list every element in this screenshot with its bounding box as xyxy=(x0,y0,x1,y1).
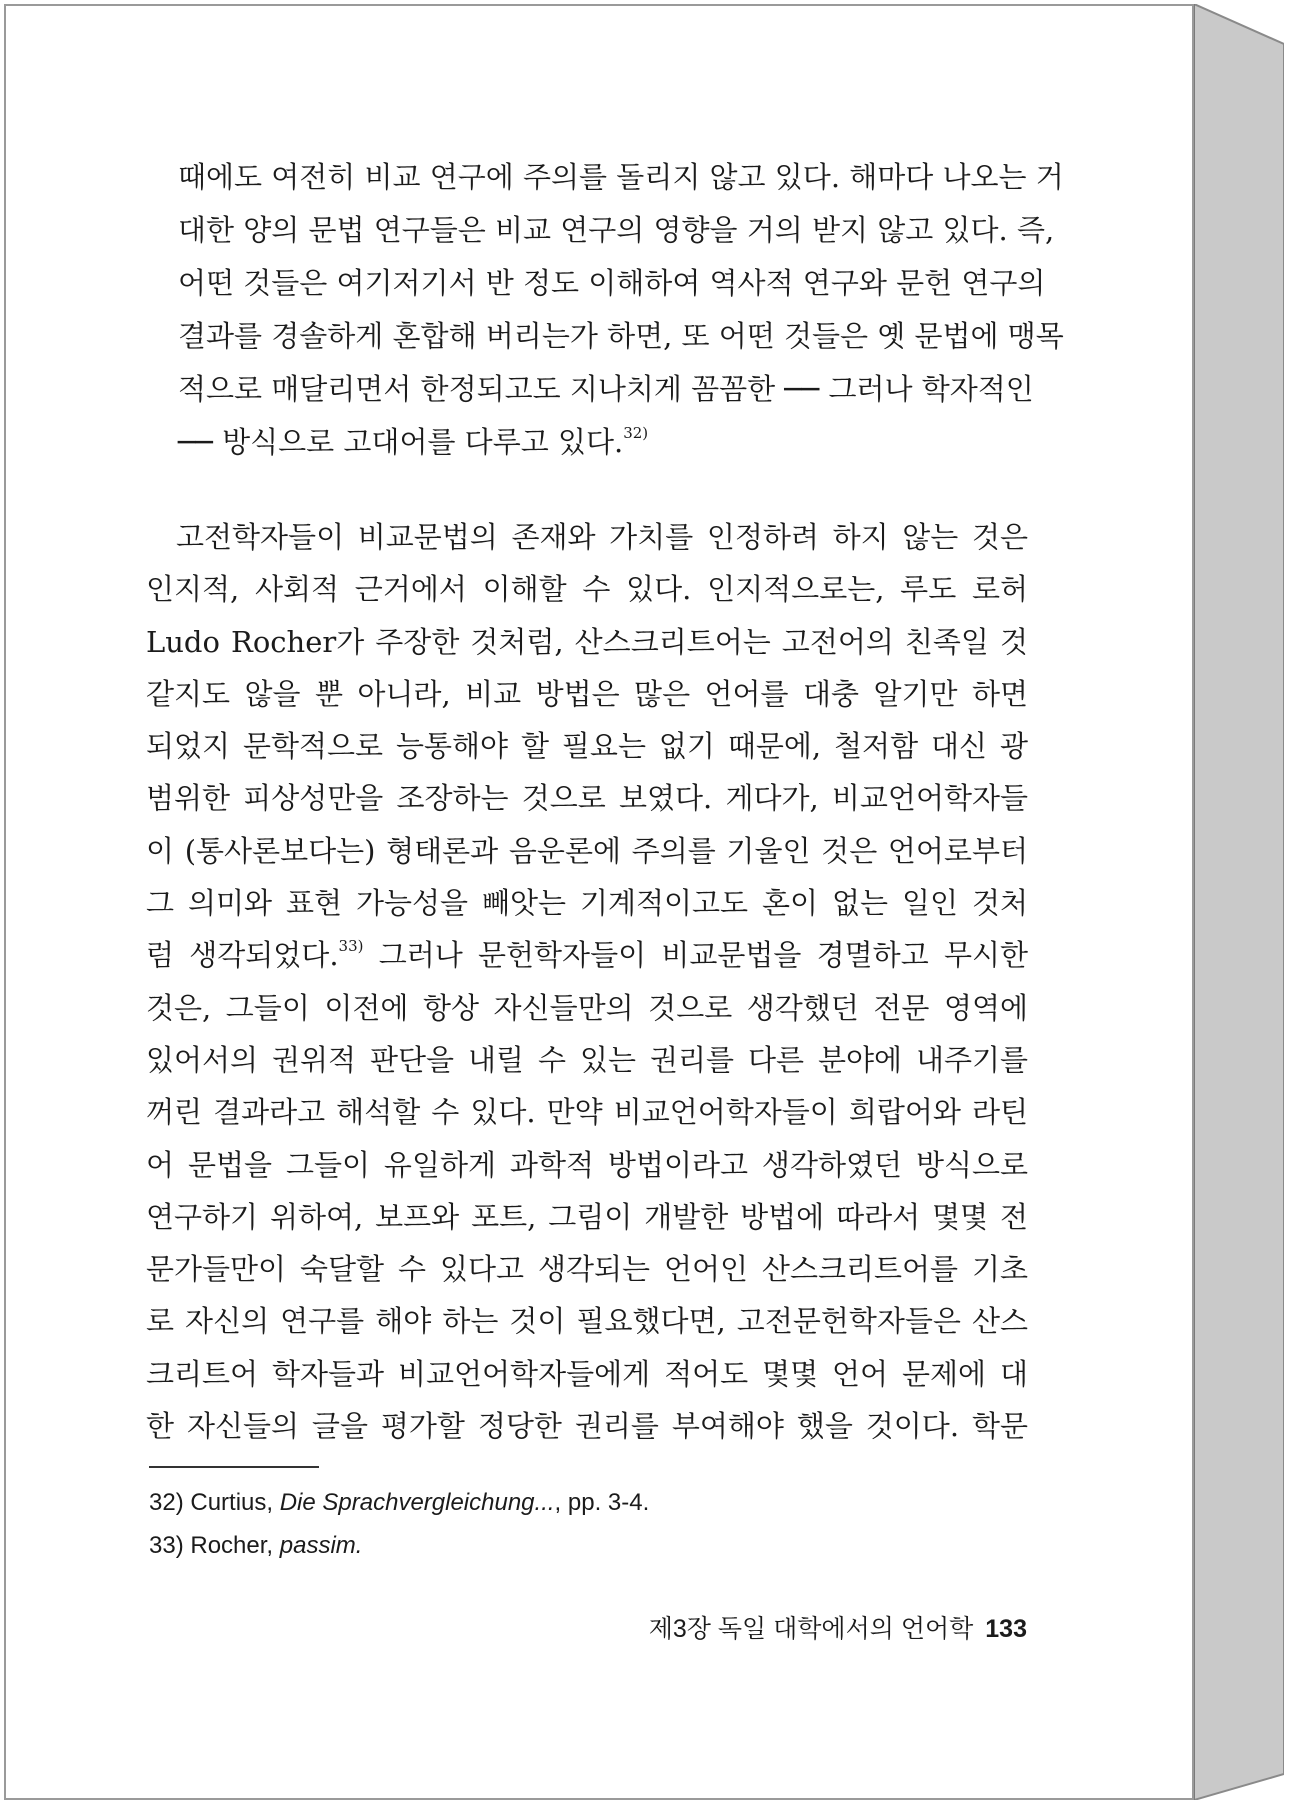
quote-line: 결과를 경솔하게 혼합해 버리는가 하면, 또 어떤 것들은 옛 문법에 맹목 xyxy=(178,319,1064,353)
body-line: Ludo Rocher가 주장한 것처럼, 산스크리트어는 고전어의 친족일 것 xyxy=(146,624,1028,659)
footnote-text: Rocher, xyxy=(190,1532,280,1559)
footnotes xyxy=(149,1481,649,1567)
footnote-tail: , pp. 3-4. xyxy=(554,1489,650,1516)
footnote-number: 33) xyxy=(149,1532,184,1559)
body-line: 범위한 피상성만을 조장하는 것으로 보였다. 게다가, 비교언어학자들 xyxy=(146,781,1028,816)
body-line: 고전학자들이 비교문법의 존재와 가치를 인정하려 하지 않는 것은 xyxy=(176,520,1028,554)
quote-line: 대한 양의 문법 연구들은 비교 연구의 영향을 거의 받지 않고 있다. 즉, xyxy=(178,213,1055,247)
body-line: 것은, 그들이 이전에 항상 자신들만의 것으로 생각했던 전문 영역에 xyxy=(146,990,1028,1025)
footnote-marker-33: 33) xyxy=(338,937,364,956)
book-edge-shape xyxy=(1194,4,1284,1800)
body-line: 되었지 문학적으로 능통해야 할 필요는 없기 때문에, 철저함 대신 광 xyxy=(146,729,1028,764)
body-line: 로 자신의 연구를 해야 하는 것이 필요했다면, 고전문헌학자들은 산스 xyxy=(146,1304,1028,1339)
body-line: 크리트어 학자들과 비교언어학자들에게 적어도 몇몇 언어 문제에 대 xyxy=(146,1356,1028,1391)
page-number: 133 xyxy=(985,1615,1027,1643)
body-line: 어 문법을 그들이 유일하게 과학적 방법이라고 생각하였던 방식으로 xyxy=(146,1147,1028,1182)
body-line: 꺼린 결과라고 해석할 수 있다. 만약 비교언어학자들이 희랍어와 라틴 xyxy=(146,1095,1028,1130)
body-line: 이 (통사론보다는) 형태론과 음운론에 주의를 기울인 것은 언어로부터 xyxy=(146,833,1028,868)
running-footer xyxy=(649,1609,1027,1645)
body-line: 그 의미와 표현 가능성을 빼앗는 기계적이고도 혼이 없는 일인 것처 xyxy=(146,886,1028,921)
quote-line-last xyxy=(146,416,1028,469)
footnote-33 xyxy=(149,1524,649,1567)
body-line: 인지적, 사회적 근거에서 이해할 수 있다. 인지적으로는, 루도 로허 xyxy=(146,572,1028,607)
footnote-divider xyxy=(149,1466,319,1468)
book-edge xyxy=(1194,4,1284,1800)
body-line: 문가들만이 숙달할 수 있다고 생각되는 언어인 산스크리트어를 기초 xyxy=(146,1252,1028,1287)
book-page xyxy=(4,4,1194,1800)
body-line-text: 그러나 문헌학자들이 비교문법을 경멸하고 무시한 xyxy=(363,938,1028,973)
footnote-marker-32: 32) xyxy=(623,424,649,442)
quote-line: 어떤 것들은 여기저기서 반 정도 이해하여 역사적 연구와 문헌 연구의 xyxy=(178,266,1046,300)
footnote-32 xyxy=(149,1481,649,1524)
body-line: 같지도 않을 뿐 아니라, 비교 방법은 많은 언어를 대충 알기만 하면 xyxy=(146,676,1028,711)
body-line: 한 자신들의 글을 평가할 정당한 권리를 부여해야 했을 것이다. 학문 xyxy=(146,1409,1028,1444)
quote-line-text: ── 방식으로 고대어를 다루고 있다. xyxy=(178,425,624,459)
chapter-title: 제3장 독일 대학에서의 언어학 xyxy=(648,1615,974,1643)
body-line-text: 럼 생각되었다. xyxy=(146,938,339,973)
body-paragraph xyxy=(146,511,1028,1452)
footnote-title: passim. xyxy=(279,1532,363,1559)
body-line: 있어서의 권위적 판단을 내릴 수 있는 권리를 다른 분야에 내주기를 xyxy=(146,1042,1028,1077)
body-line: 연구하기 위하여, 보프와 포트, 그림이 개발한 방법에 따라서 몇몇 전 xyxy=(146,1199,1028,1234)
block-quote xyxy=(146,151,1064,469)
quote-line: 적으로 매달리면서 한정되고도 지나치게 꼼꼼한 ── 그러나 학자적인 xyxy=(178,372,1034,406)
footnote-text: Curtius, xyxy=(190,1489,280,1516)
quote-line: 때에도 여전히 비교 연구에 주의를 돌리지 않고 있다. 해마다 나오는 거 xyxy=(178,160,1064,194)
footnote-title: Die Sprachvergleichung... xyxy=(279,1489,555,1516)
footnote-number: 32) xyxy=(149,1489,184,1516)
body-line-with-note xyxy=(146,929,1028,981)
